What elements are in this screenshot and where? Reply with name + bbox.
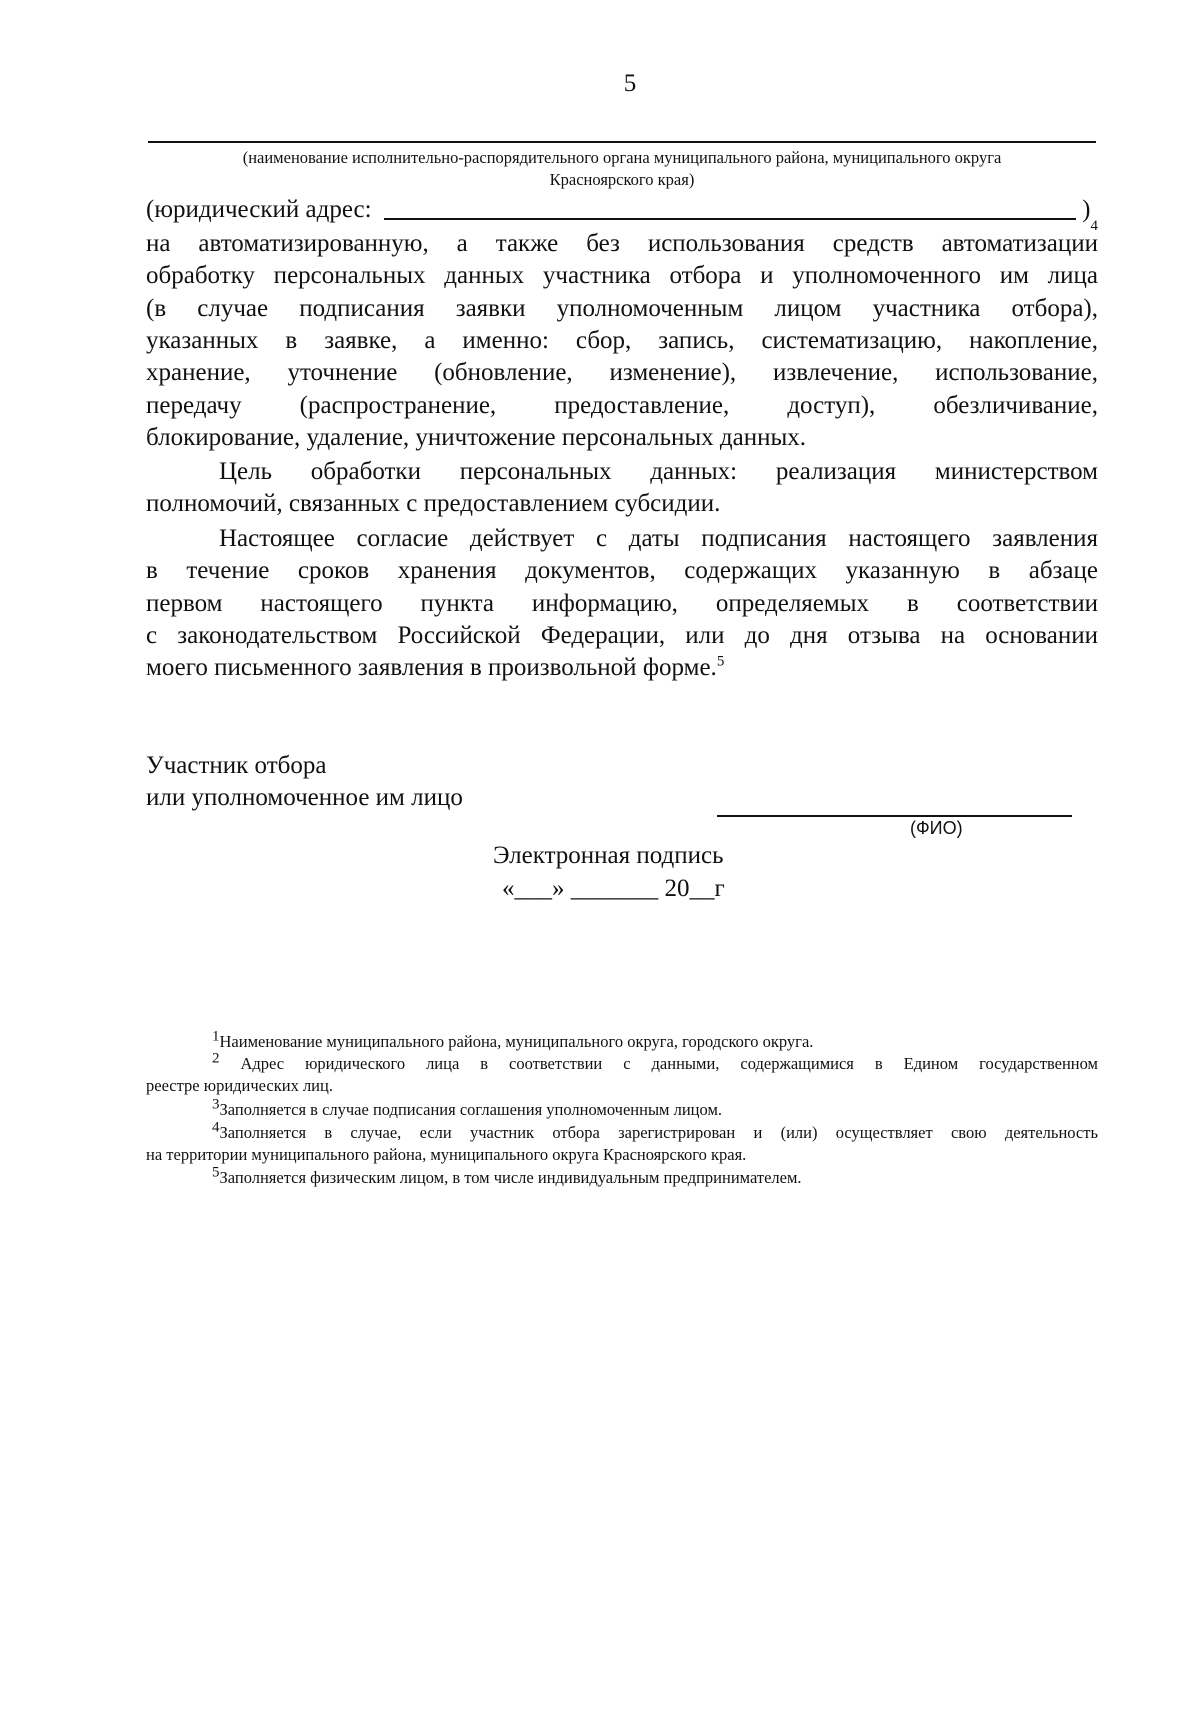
paragraph-3-line: первом настоящего пункта информацию, определяемых в соответствии bbox=[146, 590, 1098, 617]
legal-address-close: ) bbox=[1082, 196, 1091, 223]
footnote-text: Заполняется в случае подписания соглашения уполномоченным лицом. bbox=[219, 1100, 723, 1119]
electronic-signature-label: Электронная подпись bbox=[493, 842, 724, 869]
signature-date-line: «___» _______ 20__г bbox=[502, 875, 725, 902]
footnote-text: Наименование муниципального района, муниципального округа, городского округа. bbox=[219, 1032, 814, 1051]
legal-address-label: (юридический адрес: bbox=[146, 196, 372, 223]
paragraph-1-line: (в случае подписания заявки уполномоченным лицом участника отбора), bbox=[146, 295, 1098, 322]
paragraph-1-line: передачу (распространение, предоставление, доступ), обезличивание, bbox=[146, 392, 1098, 419]
footnote-marker: 5 bbox=[212, 1164, 220, 1181]
footnote-text: Адрес юридического лица в соответствии с данными, содержащимися в Едином государственном bbox=[240, 1054, 1098, 1073]
paragraph-1-line: обработку персональных данных участника отбора и уполномоченного им лица bbox=[146, 262, 1098, 289]
paragraph-1-line: указанных в заявке, а именно: сбор, запись, систематизацию, накопление, bbox=[146, 327, 1098, 354]
legal-address-row: (юридический адрес: ) 4 bbox=[146, 196, 1098, 234]
organization-caption-line-1: (наименование исполнительно-распорядительного органа муниципального района, муниципального округа bbox=[242, 148, 1002, 167]
footnote-ref-5: 5 bbox=[716, 653, 725, 670]
paragraph-2-line: полномочий, связанных с предоставлением субсидии. bbox=[146, 490, 721, 517]
signatory-label-line-2: или уполномоченное им лицо bbox=[146, 784, 463, 811]
footnote-5 bbox=[212, 1164, 802, 1189]
paragraph-1-line: хранение, уточнение (обновление, изменение), извлечение, использование, bbox=[146, 359, 1098, 386]
organization-caption-line-2: Красноярского края) bbox=[549, 170, 695, 189]
signatory-label-line-1: Участник отбора bbox=[146, 752, 327, 779]
legal-address-blank bbox=[384, 216, 1077, 220]
footnote-4-line-1 bbox=[212, 1119, 1098, 1144]
footnote-3 bbox=[212, 1096, 723, 1121]
footnote-2-line-1 bbox=[212, 1050, 1098, 1075]
fio-label: (ФИО) bbox=[910, 818, 963, 838]
paragraph-3-line: в течение сроков хранения документов, содержащих указанную в абзаце bbox=[146, 557, 1098, 584]
paragraph-1-line: блокирование, удаление, уничтожение персональных данных. bbox=[146, 424, 807, 451]
page-number: 5 bbox=[623, 70, 637, 97]
paragraph-1-line: на автоматизированную, а также без использования средств автоматизации bbox=[146, 230, 1098, 257]
paragraph-2-line: Цель обработки персональных данных: реализация министерством bbox=[219, 458, 1098, 485]
paragraph-3-line: с законодательством Российской Федерации, или до дня отзыва на основании bbox=[146, 622, 1098, 649]
footnote-marker: 1 bbox=[212, 1028, 220, 1045]
footnote-text: Заполняется в случае, если участник отбора зарегистрирован и (или) осуществляет свою деятельность bbox=[219, 1123, 1098, 1142]
footnote-4-line-2: на территории муниципального района, муниципального округа Красноярского края. bbox=[146, 1145, 747, 1164]
footnote-1 bbox=[212, 1028, 814, 1053]
footnote-text: Заполняется физическим лицом, в том числе индивидуальным предпринимателем. bbox=[219, 1168, 802, 1187]
footnote-marker: 3 bbox=[212, 1096, 220, 1113]
footnote-2-line-2: реестре юридических лиц. bbox=[146, 1076, 333, 1095]
paragraph-3-last-line bbox=[146, 652, 724, 684]
paragraph-3-line: Настоящее согласие действует с даты подписания настоящего заявления bbox=[219, 525, 1098, 552]
footnote-marker: 2 bbox=[212, 1050, 220, 1067]
fio-signature-line bbox=[717, 815, 1072, 817]
organization-name-line bbox=[148, 141, 1096, 143]
footnote-marker: 4 bbox=[212, 1119, 220, 1136]
paragraph-3-line: моего письменного заявления в произвольной форме. bbox=[146, 654, 717, 681]
